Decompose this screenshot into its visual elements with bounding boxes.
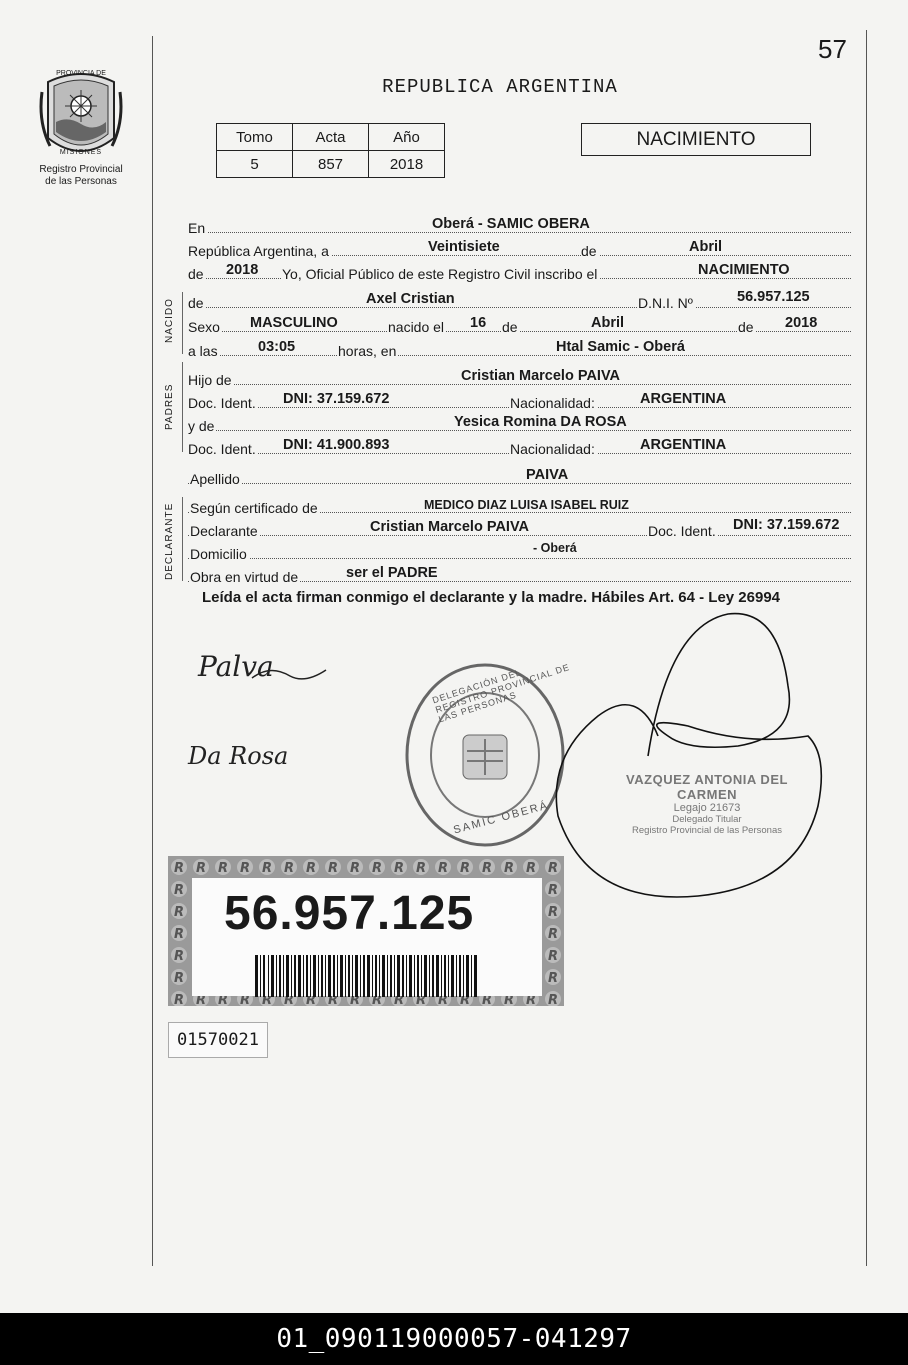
value-father-name: Cristian Marcelo PAIVA: [461, 368, 621, 384]
section-label-declarante: DECLARANTE: [164, 502, 175, 580]
value-mother-nat: ARGENTINA: [640, 437, 727, 453]
value-apellido: PAIVA: [526, 467, 569, 483]
label-en: En: [188, 220, 206, 236]
label-mother-nat: Nacionalidad:: [510, 441, 595, 457]
seal-bottom-text: SAMIC OBERÁ: [452, 799, 551, 837]
ref-value-tomo: 5: [217, 151, 293, 178]
seal-top-text: DELEGACIÓN DEL REGISTRO PROVINCIAL DE LAS PERSONAS: [431, 661, 572, 725]
scan-footer-code: 01_090119000057-041297: [0, 1313, 908, 1365]
value-mother-doc: DNI: 41.900.893: [283, 437, 390, 453]
label-domicile: Domicilio: [190, 546, 247, 562]
row-year: [188, 260, 851, 282]
value-birth-day: 16: [470, 315, 487, 331]
row-declarant: [188, 517, 851, 539]
row-place: [188, 214, 851, 236]
label-hijo-de: Hijo de: [188, 372, 232, 388]
logo-top-text: PROVINCIA DE: [56, 70, 106, 77]
label-horas-en: horas, en: [338, 343, 397, 359]
row-domicile: [188, 540, 851, 562]
registry-name-line2: de las Personas: [45, 176, 117, 187]
row-date: [188, 237, 851, 259]
father-signature: Palva: [198, 650, 274, 683]
officer-stamp-name: VAZQUEZ ANTONIA DEL CARMEN: [626, 772, 788, 802]
row-apellido: [188, 465, 851, 487]
id-number: 56.957.125: [224, 887, 475, 940]
country-title: REPUBLICA ARGENTINA: [382, 76, 618, 98]
ref-header-acta: Acta: [293, 124, 369, 151]
label-de: de: [581, 243, 597, 259]
row-father-doc: [188, 389, 851, 411]
officer-stamp: [598, 772, 816, 836]
left-margin-line: [152, 36, 153, 1266]
row-child-name: [188, 289, 851, 311]
value-child-name: Axel Cristian: [366, 291, 455, 307]
label-sexo: Sexo: [188, 319, 220, 335]
right-margin-line: [866, 30, 867, 1266]
record-type-box: NACIMIENTO: [581, 123, 811, 156]
label-father-doc: Doc. Ident.: [188, 395, 256, 411]
label-mother-doc: Doc. Ident.: [188, 441, 256, 457]
label-y-de: y de: [188, 418, 215, 434]
value-certificate: MEDICO DIAZ LUISA ISABEL RUIZ: [424, 498, 629, 512]
value-mother-name: Yesica Romina DA ROSA: [454, 414, 627, 430]
label-republic: República Argentina, a: [188, 243, 329, 259]
ref-value-ano: 2018: [369, 151, 445, 178]
value-time: 03:05: [258, 339, 296, 355]
label-de-day: de: [502, 319, 518, 335]
value-sexo: MASCULINO: [250, 315, 338, 331]
province-coat-of-arms: [38, 72, 124, 160]
label-nacido-el: nacido el: [388, 319, 445, 335]
label-obra: Obra en virtud de: [190, 569, 299, 585]
row-certificate: [188, 494, 851, 516]
officer-signature-scribble: [548, 606, 833, 906]
value-day-words: Veintisiete: [428, 239, 500, 255]
value-place: Oberá - SAMIC OBERA: [432, 216, 590, 232]
label-de-nacido: de: [188, 295, 204, 311]
row-obra: [188, 563, 851, 585]
ref-header-tomo: Tomo: [217, 124, 293, 151]
barcode: [255, 955, 477, 997]
signature-flourish: [250, 660, 330, 686]
label-officer: Yo, Oficial Público de este Registro Civil inscribo el: [282, 266, 598, 282]
ref-header-ano: Año: [369, 124, 445, 151]
label-a-las: a las: [188, 343, 218, 359]
value-birth-place: Htal Samic - Oberá: [556, 339, 685, 355]
ref-value-acta: 857: [293, 151, 369, 178]
row-father: [188, 366, 851, 388]
value-birth-month: Abril: [591, 315, 625, 331]
record-reference-table: [216, 123, 445, 178]
value-declarant-doc: DNI: 37.159.672: [733, 517, 840, 533]
row-mother-doc: [188, 435, 851, 457]
value-year: 2018: [226, 262, 259, 278]
value-domicile: - Oberá: [533, 541, 577, 555]
label-declarant-doc: Doc. Ident.: [648, 523, 716, 539]
label-apellido: Apellido: [190, 471, 240, 487]
label-father-nat: Nacionalidad:: [510, 395, 595, 411]
row-sex-birth: [188, 313, 851, 335]
section-label-nacido: NACIDO: [164, 298, 175, 343]
closing-note: Leída el acta firman conmigo el declarante y la madre. Hábiles Art. 64 - Ley 26994: [202, 589, 781, 606]
mother-signature: Da Rosa: [188, 742, 289, 770]
value-declarant-name: Cristian Marcelo PAIVA: [370, 519, 530, 535]
label-dni: D.N.I. Nº: [638, 295, 693, 311]
officer-stamp-registry: Registro Provincial de las Personas: [632, 825, 782, 836]
section-label-padres: PADRES: [164, 383, 175, 430]
row-time-place: [188, 337, 851, 359]
logo-bottom-text: MISIONES: [59, 149, 103, 156]
label-de2: de: [188, 266, 204, 282]
value-father-doc: DNI: 37.159.672: [283, 391, 390, 407]
value-event: NACIMIENTO: [698, 262, 790, 278]
registry-name-line1: Registro Provincial: [39, 164, 123, 175]
serial-number-label: 01570021: [168, 1022, 268, 1058]
value-father-nat: ARGENTINA: [640, 391, 727, 407]
value-month: Abril: [689, 239, 723, 255]
label-declarant: Declarante: [190, 523, 258, 539]
registry-name: [20, 164, 142, 188]
officer-stamp-legajo: Legajo 21673: [673, 802, 741, 814]
row-mother: [188, 412, 851, 434]
page-number: 57: [818, 34, 847, 64]
value-birth-year: 2018: [785, 315, 818, 331]
label-certificate: Según certificado de: [190, 500, 318, 516]
value-child-dni: 56.957.125: [737, 289, 810, 305]
officer-stamp-role: Delegado Titular: [672, 814, 742, 825]
label-de-month: de: [738, 319, 754, 335]
value-obra: ser el PADRE: [346, 565, 438, 581]
